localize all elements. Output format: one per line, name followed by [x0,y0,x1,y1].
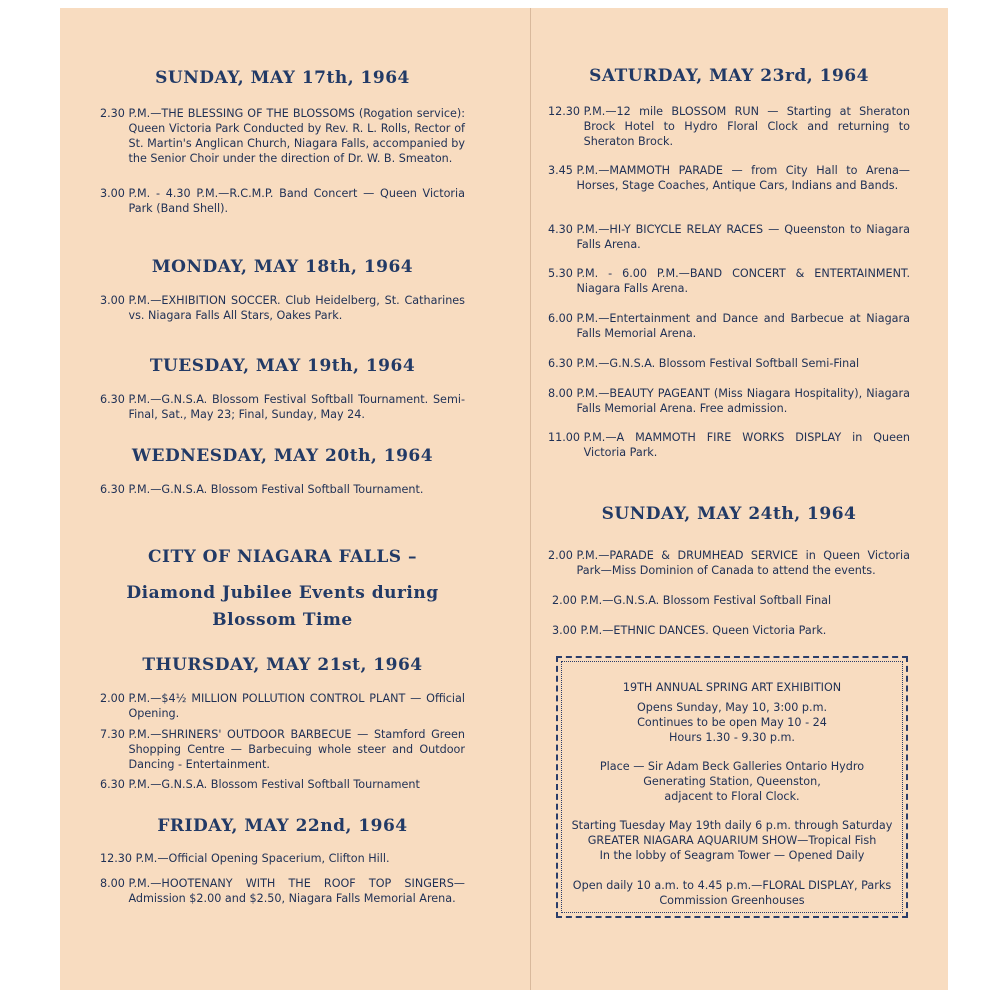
event-item [548,430,910,460]
event-time: 12.30 [100,852,136,865]
event-time: 2.00 [100,692,129,705]
box-line: GREATER NIAGARA AQUARIUM SHOW—Tropical Fish [587,834,877,847]
event-description: P.M.—$4½ MILLION POLLUTION CONTROL PLANT — Official Opening. [128,692,465,720]
event-time: 5.30 [548,267,577,280]
event-description: P.M.—EXHIBITION SOCCER. Club Heidelberg, St. Catharines vs. Niagara Falls All Stars, Oakes Park. [128,294,465,322]
event-description: P.M. - 6.00 P.M.—BAND CONCERT & ENTERTAINMENT. Niagara Falls Arena. [576,267,910,295]
box-line: adjacent to Floral Clock. [664,790,800,803]
event-time: 3.45 [548,164,577,177]
event-item [100,727,465,772]
event-item [548,163,910,193]
event-time: 8.00 [100,877,129,890]
event-item [100,851,465,866]
event-description: P.M.—BEAUTY PAGEANT (Miss Niagara Hospitality), Niagara Falls Memorial Arena. Free admission. [576,387,910,415]
event-description: P.M.—G.N.S.A. Blossom Festival Softball Tournament [128,778,420,791]
box-line: In the lobby of Seagram Tower — Opened Daily [599,849,865,862]
event-item [548,386,910,416]
day-heading-may-23: SATURDAY, MAY 23rd, 1964 [589,66,869,86]
box-line: Commission Greenhouses [659,894,805,907]
event-description: P.M.—G.N.S.A. Blossom Festival Softball Tournament. Semi-Final, Sat., May 23; Final, Sunday, May 24. [128,393,465,421]
section-subtitle-line2: Blossom Time [212,610,353,630]
box-line: Generating Station, Queenston, [643,775,821,788]
event-time: 3.00 [552,624,581,637]
event-time: 8.00 [548,387,577,400]
event-description: P.M.—A MAMMOTH FIRE WORKS DISPLAY in Queen Victoria Park. [583,431,910,459]
event-time: 12.30 [548,105,584,118]
event-item [100,691,465,721]
event-item [548,356,910,371]
event-item [100,392,465,422]
event-description: P.M. - 4.30 P.M.—R.C.M.P. Band Concert — Queen Victoria Park (Band Shell). [128,187,465,215]
event-description: P.M.—MAMMOTH PARADE — from City Hall to Arena—Horses, Stage Coaches, Antique Cars, Indians and Bands. [576,164,910,192]
box-line: Opens Sunday, May 10, 3:00 p.m. [636,701,828,714]
event-time: 6.30 [548,357,577,370]
event-time: 2.00 [552,594,581,607]
event-time: 7.30 [100,728,129,741]
event-item [548,222,910,252]
event-time: 6.30 [100,483,129,496]
box-line: Place — Sir Adam Beck Galleries Ontario Hydro [599,760,865,773]
event-time: 6.30 [100,393,129,406]
event-description: P.M.—G.N.S.A. Blossom Festival Softball Final [580,594,832,607]
section-subtitle-line1: Diamond Jubilee Events during [126,583,439,603]
event-item [100,106,465,166]
event-item [100,293,465,323]
event-time: 6.30 [100,778,129,791]
event-description: P.M.—THE BLESSING OF THE BLOSSOMS (Rogation service): Queen Victoria Park Conducted by Rev. R. L. Rolls, Rector of St. Martin's Anglican Church, Niagara Falls, accompanied by the Senior Choir under the direction of Dr. W. B. Smeaton. [128,107,465,165]
event-time: 11.00 [548,431,584,444]
section-title-city: CITY OF NIAGARA FALLS – [148,547,417,567]
page-fold [530,8,531,990]
event-description: P.M.—Entertainment and Dance and Barbecue at Niagara Falls Memorial Arena. [576,312,910,340]
day-heading-may-21: THURSDAY, MAY 21st, 1964 [142,655,423,675]
box-line: Hours 1.30 - 9.30 p.m. [669,731,795,744]
day-heading-may-20: WEDNESDAY, MAY 20th, 1964 [131,446,434,466]
event-item [548,104,910,149]
event-time: 3.00 [100,294,129,307]
event-item [548,266,910,296]
event-item [548,311,910,341]
event-time: 4.30 [548,223,577,236]
event-description: P.M.—G.N.S.A. Blossom Festival Softball Semi-Final [576,357,860,370]
event-item [100,186,465,216]
box-line: Open daily 10 a.m. to 4.45 p.m.—FLORAL DISPLAY, Parks [572,879,892,892]
event-time: 6.00 [548,312,577,325]
day-heading-may-19: TUESDAY, MAY 19th, 1964 [149,356,416,376]
day-heading-may-17: SUNDAY, MAY 17th, 1964 [155,68,410,88]
event-item [548,548,910,578]
box-line: Continues to be open May 10 - 24 [637,716,827,729]
art-exhibition-box [556,656,908,918]
box-title: 19TH ANNUAL SPRING ART EXHIBITION [622,681,842,694]
event-description: P.M.—SHRINERS' OUTDOOR BARBECUE — Stamford Green Shopping Centre — Barbecuing whole steer and Outdoor Dancing - Entertainment. [128,728,465,771]
day-heading-may-22: FRIDAY, MAY 22nd, 1964 [157,816,408,836]
event-description: P.M.—Official Opening Spacerium, Clifton Hill. [135,852,390,865]
event-description: P.M.—12 mile BLOSSOM RUN — Starting at Sheraton Brock Hotel to Hydro Floral Clock and returning to Sheraton Brock. [583,105,910,148]
event-item [552,593,910,608]
event-item [100,876,465,906]
event-description: P.M.—HOOTENANY WITH THE ROOF TOP SINGERS—Admission $2.00 and $2.50, Niagara Falls Memorial Arena. [128,877,465,905]
event-item [552,623,910,638]
event-item [100,482,465,497]
event-time: 2.30 [100,107,129,120]
event-description: P.M.—ETHNIC DANCES. Queen Victoria Park. [580,624,827,637]
day-heading-may-24: SUNDAY, MAY 24th, 1964 [601,504,857,524]
event-time: 2.00 [548,549,577,562]
event-description: P.M.—G.N.S.A. Blossom Festival Softball Tournament. [128,483,424,496]
event-description: P.M.—HI-Y BICYCLE RELAY RACES — Queenston to Niagara Falls Arena. [576,223,910,251]
event-time: 3.00 [100,187,129,200]
day-heading-may-18: MONDAY, MAY 18th, 1964 [151,257,414,277]
box-line: Starting Tuesday May 19th daily 6 p.m. through Saturday [571,819,893,832]
event-item [100,777,465,792]
event-description: P.M.—PARADE & DRUMHEAD SERVICE in Queen Victoria Park—Miss Dominion of Canada to attend the events. [576,549,910,577]
